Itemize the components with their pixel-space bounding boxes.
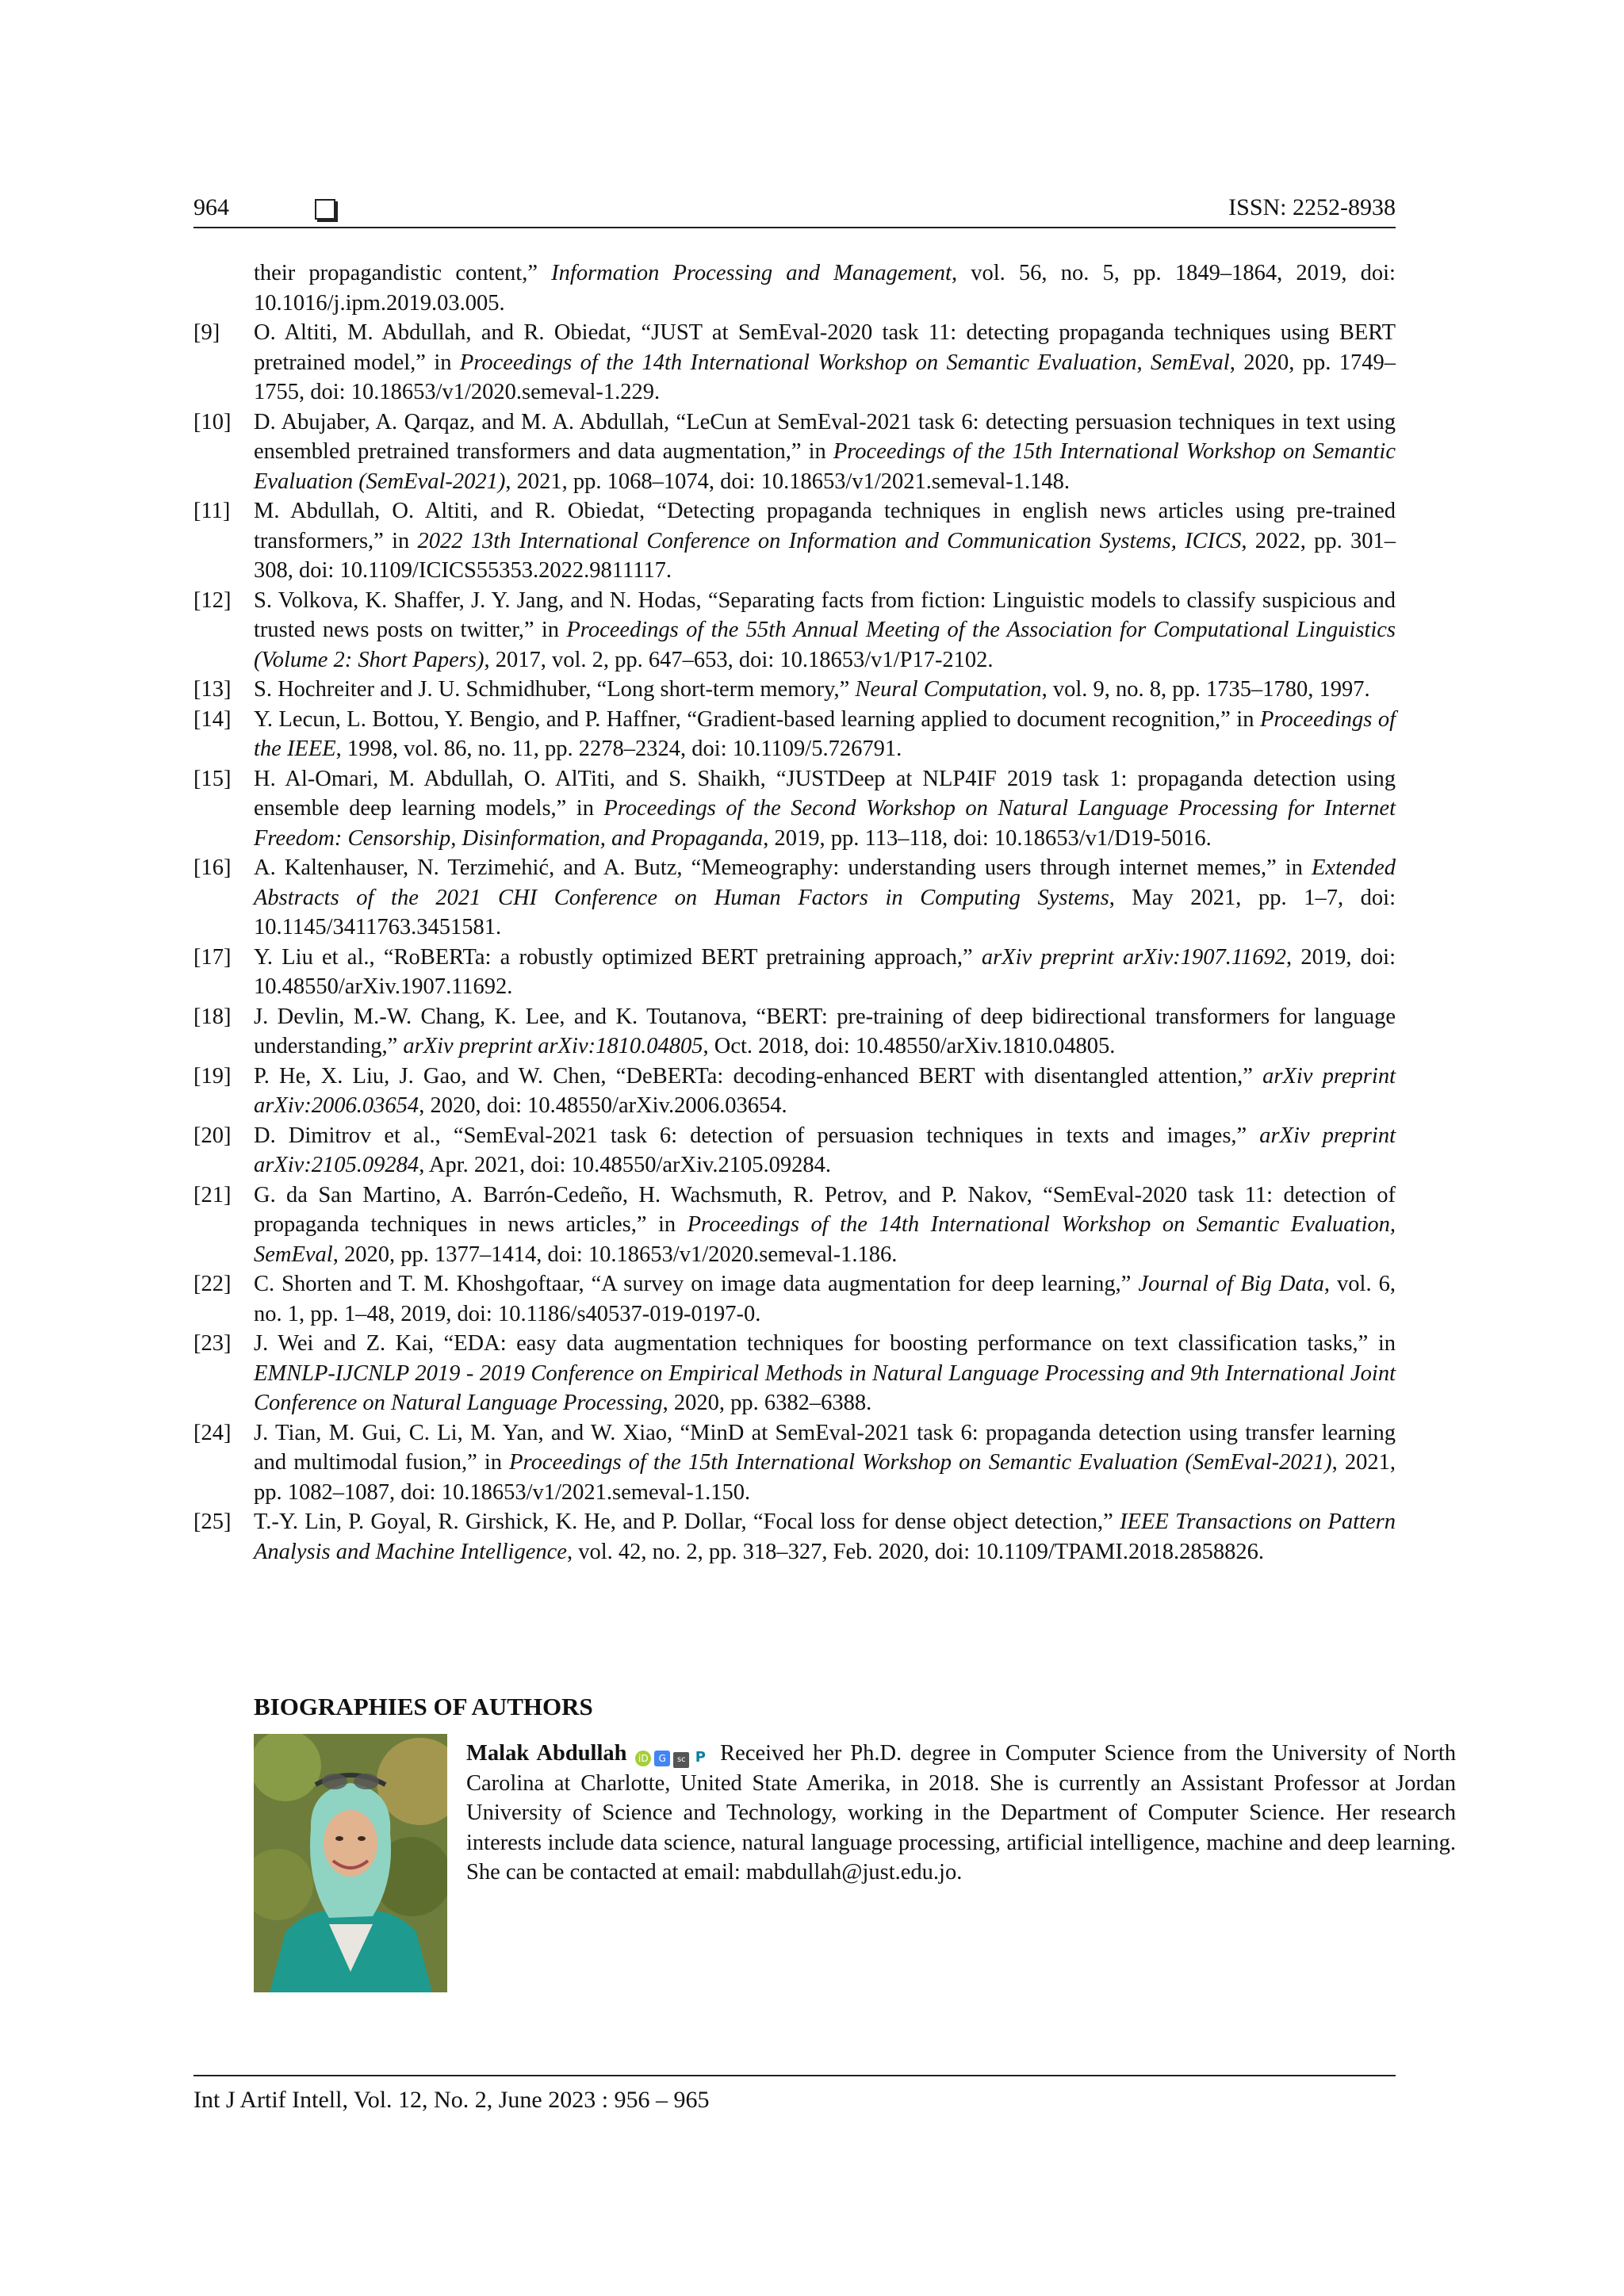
reference-venue: arXiv preprint arXiv:1810.04805	[403, 1034, 703, 1058]
reference-text	[254, 1269, 1396, 1329]
reference-entry	[193, 764, 1396, 854]
reference-venue: arXiv preprint arXiv:1907.11692	[981, 944, 1286, 970]
reference-entry	[193, 1181, 1396, 1270]
reference-venue: Information Processing and Management	[551, 261, 952, 285]
author-biography	[466, 1739, 1456, 1888]
reference-segment: D. Dimitrov et al., “SemEval-2021 task 6: detection of persuasion techniques in texts and images,”	[254, 1123, 1260, 1148]
reference-text	[254, 408, 1396, 497]
reference-text	[254, 1418, 1396, 1508]
reference-venue: arXiv preprint arXiv:2006.03654	[254, 1063, 1396, 1118]
reference-text	[254, 1329, 1396, 1418]
reference-venue: Proceedings of the 15th International Workshop on Semantic Evaluation (SemEval-2021)	[509, 1450, 1332, 1475]
reference-number: [12]	[193, 587, 232, 613]
reference-entry	[193, 1269, 1396, 1329]
reference-text	[254, 853, 1396, 943]
reference-text	[254, 586, 1396, 675]
reference-text	[254, 1121, 1396, 1181]
reference-text	[254, 943, 1396, 1002]
reference-venue: arXiv preprint arXiv:2105.09284	[254, 1123, 1396, 1177]
reference-text	[254, 496, 1396, 586]
reference-segment: , 2017, vol. 2, pp. 647–653, doi: 10.18653/v1/P17-2102.	[484, 647, 994, 672]
reference-entry	[193, 496, 1396, 586]
page-header	[193, 189, 1396, 228]
reference-segment: , Oct. 2018, doi: 10.48550/arXiv.1810.04805.	[703, 1034, 1116, 1058]
biographies-heading: BIOGRAPHIES OF AUTHORS	[254, 1693, 593, 1720]
reference-segment: , vol. 56, no. 5, pp. 1849–1864, 2019, doi: 10.1016/j.ipm.2019.03.005.	[254, 261, 1396, 316]
reference-number: [15]	[193, 766, 232, 791]
reference-segment: S. Hochreiter and J. U. Schmidhuber, “Long short-term memory,”	[254, 677, 856, 702]
reference-segment: , 2020, pp. 6382–6388.	[662, 1391, 872, 1415]
reference-entry	[193, 1418, 1396, 1508]
reference-entry	[193, 1507, 1396, 1567]
reference-venue: Proceedings of the Second Workshop on Natural Language Processing for Internet Freedom: Censorship, Disinformation, and Propaganda	[254, 796, 1396, 851]
reference-number: [10]	[193, 409, 232, 434]
reference-number: [9]	[193, 320, 220, 345]
reference-segment: P. He, X. Liu, J. Gao, and W. Chen, “DeBERTa: decoding-enhanced BERT with disentangled attention,”	[254, 1063, 1263, 1089]
reference-number: [17]	[193, 944, 232, 970]
reference-segment: , Apr. 2021, doi: 10.48550/arXiv.2105.09284.	[419, 1153, 832, 1177]
reference-number: [22]	[193, 1272, 232, 1296]
reference-entry	[193, 408, 1396, 497]
publons-icon[interactable]: P	[695, 1749, 706, 1766]
reference-number: [16]	[193, 855, 232, 880]
reference-entry	[193, 675, 1396, 705]
reference-segment: H. Al-Omari, M. Abdullah, O. AlTiti, and S. Shaikh, “JUSTDeep at NLP4IF 2019 task 1: propaganda detection using ensemble deep learning models,” in	[254, 766, 1396, 821]
reference-segment: G. da San Martino, A. Barrón-Cedeño, H. Wachsmuth, R. Petrov, and P. Nakov, “SemEval-2020 task 11: detection of propaganda techniques in news articles,” in	[254, 1182, 1396, 1237]
reference-segment: , May 2021, pp. 1–7, doi: 10.1145/3411763.3451581.	[254, 885, 1396, 939]
author-bio-text: Received her Ph.D. degree in Computer Science from the University of North Carolina at Charlotte, United State Amerika, in 2018. She is currently an Assistant Professor at Jordan University of Science and Technology, working in the Department of Computer Science. Her research interests include data science, natural language processing, artificial intelligence, machine and deep learning. She can be contacted at email: mabdullah@just.edu.jo.	[466, 1741, 1457, 1885]
reference-number: [20]	[193, 1123, 232, 1148]
reference-text	[254, 675, 1396, 705]
reference-entry	[193, 1329, 1396, 1418]
reference-entry	[193, 318, 1396, 408]
reference-segment: Y. Lecun, L. Bottou, Y. Bengio, and P. Haffner, “Gradient-based learning applied to document recognition,” in	[254, 706, 1260, 732]
reference-entry	[193, 943, 1396, 1002]
scopus-icon[interactable]: sc	[673, 1752, 689, 1768]
reference-list	[193, 258, 1396, 1567]
reference-segment: , 1998, vol. 86, no. 11, pp. 2278–2324, doi: 10.1109/5.726791.	[335, 737, 902, 761]
reference-venue: Extended Abstracts of the 2021 CHI Conference on Human Factors in Computing Systems	[254, 855, 1396, 910]
reference-text	[254, 764, 1396, 854]
reference-segment: , vol. 6, no. 1, pp. 1–48, 2019, doi: 10.1186/s40537-019-0197-0.	[254, 1272, 1396, 1326]
reference-venue: Proceedings of the 14th International Workshop on Semantic Evaluation, SemEval	[459, 350, 1230, 375]
reference-text	[254, 1181, 1396, 1270]
reference-segment: , 2019, doi: 10.48550/arXiv.1907.11692.	[254, 944, 1396, 999]
reference-number: [18]	[193, 1004, 232, 1029]
author-name: Malak Abdullah	[466, 1741, 627, 1766]
reference-text	[254, 318, 1396, 408]
reference-venue: Journal of Big Data	[1138, 1272, 1324, 1296]
reference-entry	[193, 1121, 1396, 1181]
reference-number: [14]	[193, 706, 232, 732]
page-number: 964	[193, 194, 229, 220]
reference-venue: Proceedings of the 14th International Workshop on Semantic Evaluation, SemEval	[254, 1212, 1396, 1267]
reference-segment: D. Abujaber, A. Qarqaz, and M. A. Abdullah, “LeCun at SemEval-2021 task 6: detecting persuasion techniques in text using ensembled pretrained transformers and data augmentation,” in	[254, 409, 1396, 464]
reference-entry	[193, 258, 1396, 318]
reference-number: [13]	[193, 677, 232, 702]
reference-entry	[193, 1062, 1396, 1121]
reference-venue: IEEE Transactions on Pattern Analysis and Machine Intelligence	[254, 1510, 1396, 1564]
reference-segment: Y. Liu et al., “RoBERTa: a robustly optimized BERT pretraining approach,”	[254, 944, 982, 970]
square-box-icon	[315, 199, 335, 220]
reference-segment: , 2020, pp. 1749–1755, doi: 10.18653/v1/2020.semeval-1.229.	[254, 350, 1396, 404]
reference-segment: , 2020, pp. 1377–1414, doi: 10.18653/v1/2020.semeval-1.186.	[332, 1242, 898, 1267]
reference-segment: , vol. 42, no. 2, pp. 318–327, Feb. 2020, doi: 10.1109/TPAMI.2018.2858826.	[566, 1539, 1264, 1564]
reference-segment: , 2020, doi: 10.48550/arXiv.2006.03654.	[419, 1093, 787, 1118]
reference-venue: 2022 13th International Conference on Information and Communication Systems, ICICS	[417, 528, 1242, 553]
reference-segment: M. Abdullah, O. Altiti, and R. Obiedat, “Detecting propaganda techniques in english news articles using pre-trained transformers,” in	[254, 499, 1396, 553]
reference-number: [24]	[193, 1420, 232, 1445]
reference-segment: J. Devlin, M.-W. Chang, K. Lee, and K. Toutanova, “BERT: pre-training of deep bidirectional transformers for language understanding,”	[254, 1004, 1396, 1058]
reference-entry	[193, 586, 1396, 675]
reference-segment: , 2021, pp. 1082–1087, doi: 10.18653/v1/2021.semeval-1.150.	[254, 1450, 1396, 1505]
reference-segment: , 2021, pp. 1068–1074, doi: 10.18653/v1/2021.semeval-1.148.	[505, 469, 1071, 494]
reference-venue: Proceedings of the IEEE	[254, 706, 1396, 761]
reference-venue: Proceedings of the 55th Annual Meeting of the Association for Computational Linguistics (Volume 2: Short Papers)	[254, 618, 1396, 672]
orcid-icon[interactable]: iD	[635, 1751, 651, 1766]
reference-segment: T.-Y. Lin, P. Goyal, R. Girshick, K. He, and P. Dollar, “Focal loss for dense object detection,”	[254, 1510, 1120, 1534]
reference-segment: J. Wei and Z. Kai, “EDA: easy data augmentation techniques for boosting performance on text classification tasks,” in	[254, 1331, 1396, 1356]
issn-label: ISSN: 2252-8938	[1228, 194, 1396, 220]
reference-segment: , 2019, pp. 113–118, doi: 10.18653/v1/D19-5016.	[763, 825, 1212, 851]
reference-venue: EMNLP-IJCNLP 2019 - 2019 Conference on Empirical Methods in Natural Language Processing and 9th International Joint Conference on Natural Language Processing	[254, 1360, 1396, 1415]
reference-segment: , vol. 9, no. 8, pp. 1735–1780, 1997.	[1041, 677, 1370, 702]
reference-text	[254, 705, 1396, 764]
reference-venue: Proceedings of the 15th International Workshop on Semantic Evaluation (SemEval-2021)	[254, 439, 1396, 494]
page-footer	[193, 2075, 1396, 2119]
reference-segment: J. Tian, M. Gui, C. Li, M. Yan, and W. Xiao, “MinD at SemEval-2021 task 6: propaganda detection using transfer learning and multimodal fusion,” in	[254, 1420, 1396, 1475]
reference-text	[254, 258, 1396, 318]
reference-segment: A. Kaltenhauser, N. Terzimehić, and A. Butz, “Memeography: understanding users through internet memes,” in	[254, 855, 1312, 880]
reference-segment: , 2022, pp. 301–308, doi: 10.1109/ICICS55353.2022.9811117.	[254, 528, 1396, 583]
reference-text	[254, 1507, 1396, 1567]
reference-segment: O. Altiti, M. Abdullah, and R. Obiedat, “JUST at SemEval-2020 task 11: detecting propaganda techniques using BERT pretrained model,” in	[254, 320, 1396, 375]
reference-number: [11]	[193, 499, 231, 523]
reference-segment: their propagandistic content,”	[254, 261, 552, 285]
reference-number: [23]	[193, 1331, 232, 1356]
reference-entry	[193, 1002, 1396, 1062]
reference-entry	[193, 853, 1396, 943]
reference-number: [21]	[193, 1182, 232, 1207]
reference-entry	[193, 705, 1396, 764]
journal-citation: Int J Artif Intell, Vol. 12, No. 2, June 2023 : 956 – 965	[193, 2087, 710, 2113]
reference-text	[254, 1062, 1396, 1121]
google-scholar-icon[interactable]: G	[654, 1751, 670, 1766]
author-photo	[254, 1734, 447, 1992]
reference-segment: C. Shorten and T. M. Khoshgoftaar, “A survey on image data augmentation for deep learning,”	[254, 1272, 1139, 1296]
reference-number: [19]	[193, 1063, 232, 1089]
reference-number: [25]	[193, 1510, 232, 1534]
reference-segment: S. Volkova, K. Shaffer, J. Y. Jang, and N. Hodas, “Separating facts from fiction: Linguistic models to classify suspicious and trusted news posts on twitter,” in	[254, 587, 1396, 642]
reference-venue: Neural Computation	[855, 677, 1042, 702]
reference-text	[254, 1002, 1396, 1062]
